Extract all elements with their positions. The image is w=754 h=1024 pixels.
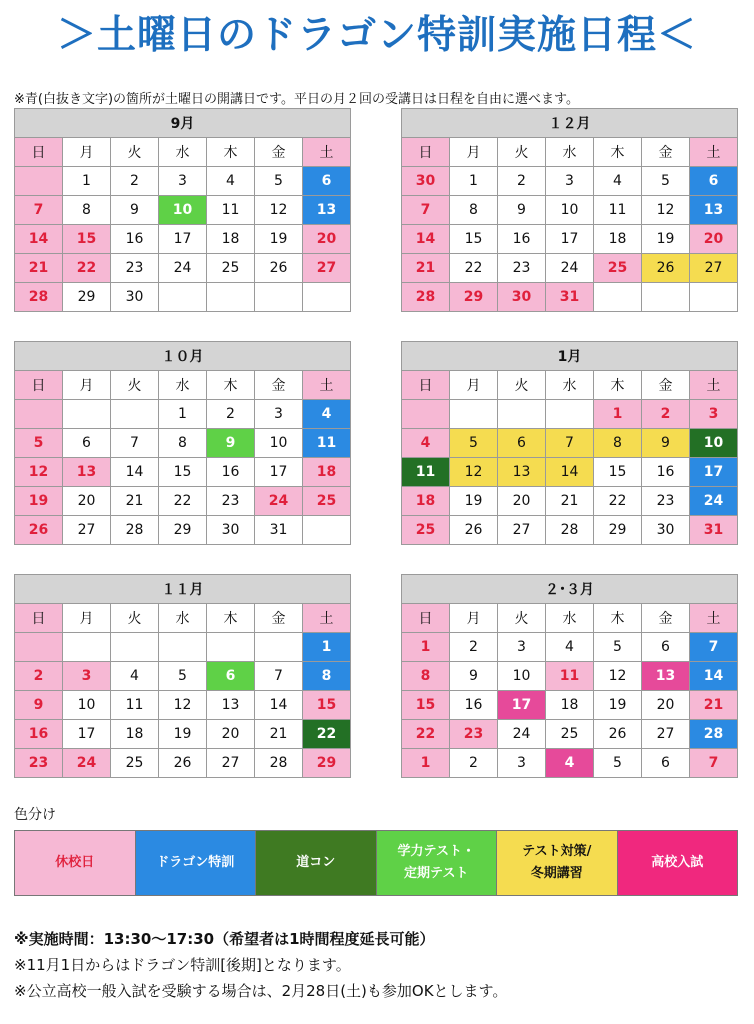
day-cell: 4 (546, 749, 594, 778)
day-cell: 12 (594, 662, 642, 691)
day-cell: 31 (690, 516, 738, 545)
footer-note-time: ※実施時間：13:30～17:30（希望者は1時間程度延長可能） (14, 930, 435, 948)
day-cell: 14 (546, 458, 594, 487)
day-cell: 1 (450, 167, 498, 196)
day-cell: 25 (111, 749, 159, 778)
day-cell (15, 633, 63, 662)
weekday-header: 金 (642, 371, 690, 400)
weekday-header: 木 (594, 138, 642, 167)
day-cell: 14 (15, 225, 63, 254)
day-cell: 21 (690, 691, 738, 720)
day-cell (303, 516, 351, 545)
weekday-header: 日 (15, 604, 63, 633)
weekday-header: 日 (402, 604, 450, 633)
weekday-header: 火 (111, 138, 159, 167)
month-calendar (401, 341, 738, 545)
weekday-header: 水 (159, 371, 207, 400)
day-cell: 9 (498, 196, 546, 225)
day-cell: 28 (15, 283, 63, 312)
weekday-header: 水 (546, 604, 594, 633)
day-cell: 8 (63, 196, 111, 225)
day-cell: 11 (111, 691, 159, 720)
day-cell: 1 (63, 167, 111, 196)
day-cell: 13 (207, 691, 255, 720)
day-cell: 7 (15, 196, 63, 225)
day-cell: 16 (498, 225, 546, 254)
day-cell: 20 (642, 691, 690, 720)
day-cell: 6 (63, 429, 111, 458)
day-cell: 20 (498, 487, 546, 516)
day-cell: 3 (63, 662, 111, 691)
footer-note-period: ※11月1日からはドラゴン特訓[後期]となります。 (14, 956, 351, 974)
day-cell: 17 (63, 720, 111, 749)
day-cell: 29 (594, 516, 642, 545)
day-cell: 7 (255, 662, 303, 691)
day-cell: 8 (303, 662, 351, 691)
day-cell: 9 (450, 662, 498, 691)
day-cell: 2 (450, 749, 498, 778)
day-cell: 29 (63, 283, 111, 312)
day-cell: 17 (690, 458, 738, 487)
day-cell: 17 (498, 691, 546, 720)
day-cell: 12 (642, 196, 690, 225)
day-cell (207, 633, 255, 662)
day-cell: 13 (642, 662, 690, 691)
footer-note-exam: ※公立高校一般入試を受験する場合は、2月28日(土)も参加OKとします。 (14, 982, 508, 1000)
day-cell: 3 (255, 400, 303, 429)
day-cell: 3 (498, 633, 546, 662)
day-cell: 26 (255, 254, 303, 283)
day-cell: 18 (207, 225, 255, 254)
day-cell: 28 (111, 516, 159, 545)
weekday-header: 水 (159, 138, 207, 167)
day-cell: 13 (690, 196, 738, 225)
day-cell: 30 (207, 516, 255, 545)
day-cell: 3 (498, 749, 546, 778)
day-cell: 27 (303, 254, 351, 283)
day-cell (498, 400, 546, 429)
day-cell: 5 (159, 662, 207, 691)
weekday-header: 月 (450, 371, 498, 400)
day-cell: 7 (402, 196, 450, 225)
color-legend (14, 830, 738, 896)
day-cell (690, 283, 738, 312)
weekday-header: 土 (690, 371, 738, 400)
day-cell: 21 (15, 254, 63, 283)
day-cell: 20 (207, 720, 255, 749)
day-cell: 1 (594, 400, 642, 429)
day-cell: 26 (642, 254, 690, 283)
month-title: １０月 (15, 342, 351, 371)
weekday-header: 木 (207, 604, 255, 633)
day-cell: 28 (255, 749, 303, 778)
day-cell: 26 (450, 516, 498, 545)
day-cell (402, 400, 450, 429)
day-cell: 5 (594, 633, 642, 662)
day-cell: 22 (594, 487, 642, 516)
legend-item-kyuko: 休校日 (15, 831, 136, 895)
day-cell: 10 (690, 429, 738, 458)
day-cell: 1 (303, 633, 351, 662)
day-cell: 4 (303, 400, 351, 429)
day-cell: 27 (63, 516, 111, 545)
day-cell: 2 (450, 633, 498, 662)
day-cell: 17 (255, 458, 303, 487)
day-cell: 16 (450, 691, 498, 720)
day-cell: 23 (498, 254, 546, 283)
weekday-header: 土 (303, 371, 351, 400)
day-cell: 7 (690, 633, 738, 662)
day-cell: 12 (450, 458, 498, 487)
day-cell: 13 (303, 196, 351, 225)
day-cell (111, 633, 159, 662)
day-cell: 2 (642, 400, 690, 429)
legend-item-test: テスト対策/ 冬期講習 (497, 831, 618, 895)
day-cell: 18 (546, 691, 594, 720)
day-cell: 11 (594, 196, 642, 225)
legend-item-dokon: 道コン (256, 831, 377, 895)
day-cell: 14 (111, 458, 159, 487)
day-cell (15, 400, 63, 429)
day-cell: 17 (159, 225, 207, 254)
day-cell: 21 (402, 254, 450, 283)
day-cell: 25 (207, 254, 255, 283)
day-cell: 5 (450, 429, 498, 458)
day-cell: 13 (63, 458, 111, 487)
day-cell: 27 (642, 720, 690, 749)
day-cell: 23 (207, 487, 255, 516)
day-cell: 10 (159, 196, 207, 225)
day-cell: 23 (450, 720, 498, 749)
weekday-header: 木 (594, 604, 642, 633)
day-cell: 30 (498, 283, 546, 312)
day-cell: 20 (303, 225, 351, 254)
month-title: １１月 (15, 575, 351, 604)
day-cell: 25 (402, 516, 450, 545)
day-cell: 3 (690, 400, 738, 429)
day-cell: 25 (546, 720, 594, 749)
day-cell: 8 (159, 429, 207, 458)
day-cell: 4 (546, 633, 594, 662)
day-cell: 22 (63, 254, 111, 283)
day-cell (303, 283, 351, 312)
day-cell: 31 (546, 283, 594, 312)
footer-notes (14, 926, 507, 1004)
day-cell: 18 (594, 225, 642, 254)
weekday-header: 土 (690, 604, 738, 633)
month-calendar (14, 574, 351, 778)
day-cell: 23 (111, 254, 159, 283)
weekday-header: 日 (15, 138, 63, 167)
month-title: 1月 (402, 342, 738, 371)
day-cell: 16 (207, 458, 255, 487)
day-cell: 2 (15, 662, 63, 691)
day-cell: 19 (255, 225, 303, 254)
day-cell: 10 (63, 691, 111, 720)
weekday-header: 木 (594, 371, 642, 400)
day-cell: 24 (255, 487, 303, 516)
day-cell (63, 633, 111, 662)
day-cell: 2 (498, 167, 546, 196)
day-cell: 6 (498, 429, 546, 458)
day-cell: 30 (642, 516, 690, 545)
day-cell: 24 (498, 720, 546, 749)
day-cell: 2 (111, 167, 159, 196)
day-cell: 19 (15, 487, 63, 516)
day-cell: 20 (690, 225, 738, 254)
day-cell: 19 (159, 720, 207, 749)
day-cell: 19 (594, 691, 642, 720)
day-cell (255, 633, 303, 662)
day-cell: 2 (207, 400, 255, 429)
day-cell: 24 (159, 254, 207, 283)
day-cell: 14 (690, 662, 738, 691)
day-cell (594, 283, 642, 312)
day-cell: 19 (450, 487, 498, 516)
day-cell: 21 (111, 487, 159, 516)
weekday-header: 水 (546, 371, 594, 400)
day-cell: 7 (111, 429, 159, 458)
weekday-header: 木 (207, 371, 255, 400)
day-cell: 6 (690, 167, 738, 196)
day-cell: 15 (303, 691, 351, 720)
weekday-header: 金 (255, 604, 303, 633)
day-cell: 14 (402, 225, 450, 254)
page-title: ＞土曜日のドラゴン特訓実施日程＜ (56, 13, 697, 58)
day-cell: 17 (546, 225, 594, 254)
weekday-header: 火 (111, 371, 159, 400)
day-cell: 6 (642, 749, 690, 778)
day-cell: 5 (255, 167, 303, 196)
day-cell: 19 (642, 225, 690, 254)
day-cell: 23 (15, 749, 63, 778)
day-cell: 26 (594, 720, 642, 749)
day-cell (255, 283, 303, 312)
day-cell: 29 (303, 749, 351, 778)
day-cell: 5 (594, 749, 642, 778)
day-cell: 1 (402, 633, 450, 662)
day-cell: 4 (207, 167, 255, 196)
day-cell: 9 (207, 429, 255, 458)
day-cell: 16 (642, 458, 690, 487)
day-cell: 9 (111, 196, 159, 225)
day-cell (546, 400, 594, 429)
legend-item-gakuryoku: 学力テスト・ 定期テスト (377, 831, 498, 895)
day-cell: 25 (594, 254, 642, 283)
day-cell: 8 (402, 662, 450, 691)
day-cell: 1 (159, 400, 207, 429)
day-cell: 15 (63, 225, 111, 254)
weekday-header: 月 (450, 138, 498, 167)
day-cell: 8 (450, 196, 498, 225)
day-cell: 5 (642, 167, 690, 196)
day-cell (63, 400, 111, 429)
day-cell: 6 (303, 167, 351, 196)
day-cell: 12 (255, 196, 303, 225)
weekday-header: 木 (207, 138, 255, 167)
day-cell: 24 (546, 254, 594, 283)
day-cell: 27 (690, 254, 738, 283)
weekday-header: 金 (255, 371, 303, 400)
day-cell: 26 (15, 516, 63, 545)
day-cell: 11 (546, 662, 594, 691)
day-cell: 27 (498, 516, 546, 545)
day-cell: 1 (402, 749, 450, 778)
day-cell: 3 (159, 167, 207, 196)
day-cell: 21 (255, 720, 303, 749)
day-cell: 8 (594, 429, 642, 458)
day-cell: 16 (15, 720, 63, 749)
day-cell: 31 (255, 516, 303, 545)
day-cell: 22 (303, 720, 351, 749)
day-cell: 11 (402, 458, 450, 487)
weekday-header: 土 (303, 604, 351, 633)
month-title: ２･３月 (402, 575, 738, 604)
weekday-header: 金 (642, 604, 690, 633)
day-cell: 11 (207, 196, 255, 225)
day-cell: 25 (303, 487, 351, 516)
day-cell (159, 633, 207, 662)
day-cell: 12 (15, 458, 63, 487)
day-cell: 3 (546, 167, 594, 196)
day-cell: 16 (111, 225, 159, 254)
day-cell: 14 (255, 691, 303, 720)
day-cell (450, 400, 498, 429)
day-cell (111, 400, 159, 429)
month-calendar (401, 574, 738, 778)
day-cell: 4 (402, 429, 450, 458)
day-cell: 29 (450, 283, 498, 312)
legend-label: 色分け (14, 807, 56, 823)
day-cell: 12 (159, 691, 207, 720)
day-cell (642, 283, 690, 312)
day-cell: 9 (642, 429, 690, 458)
day-cell: 24 (690, 487, 738, 516)
weekday-header: 月 (63, 371, 111, 400)
weekday-header: 月 (63, 138, 111, 167)
day-cell: 18 (111, 720, 159, 749)
weekday-header: 日 (402, 138, 450, 167)
day-cell: 13 (498, 458, 546, 487)
day-cell (15, 167, 63, 196)
weekday-header: 火 (498, 604, 546, 633)
top-note: ※青(白抜き文字)の箇所が土曜日の開講日です。平日の月２回の受講日は日程を自由に選べます。 (14, 92, 579, 107)
day-cell: 28 (546, 516, 594, 545)
month-calendar (14, 108, 351, 312)
day-cell: 11 (303, 429, 351, 458)
day-cell: 10 (498, 662, 546, 691)
weekday-header: 水 (546, 138, 594, 167)
day-cell: 29 (159, 516, 207, 545)
weekday-header: 土 (303, 138, 351, 167)
weekday-header: 月 (63, 604, 111, 633)
day-cell: 4 (111, 662, 159, 691)
month-title: 9月 (15, 109, 351, 138)
weekday-header: 金 (642, 138, 690, 167)
weekday-header: 火 (498, 371, 546, 400)
day-cell (159, 283, 207, 312)
day-cell: 6 (642, 633, 690, 662)
day-cell: 7 (690, 749, 738, 778)
day-cell: 10 (255, 429, 303, 458)
day-cell: 30 (111, 283, 159, 312)
day-cell: 20 (63, 487, 111, 516)
day-cell: 9 (15, 691, 63, 720)
weekday-header: 土 (690, 138, 738, 167)
weekday-header: 火 (498, 138, 546, 167)
day-cell: 21 (546, 487, 594, 516)
month-calendar (401, 108, 738, 312)
day-cell: 26 (159, 749, 207, 778)
weekday-header: 月 (450, 604, 498, 633)
day-cell: 22 (402, 720, 450, 749)
legend-item-koko: 高校入試 (618, 831, 738, 895)
legend-item-dragon: ドラゴン特訓 (136, 831, 257, 895)
weekday-header: 日 (15, 371, 63, 400)
weekday-header: 金 (255, 138, 303, 167)
day-cell (207, 283, 255, 312)
day-cell: 27 (207, 749, 255, 778)
day-cell: 18 (303, 458, 351, 487)
day-cell: 22 (159, 487, 207, 516)
weekday-header: 水 (159, 604, 207, 633)
day-cell: 15 (159, 458, 207, 487)
day-cell: 28 (402, 283, 450, 312)
weekday-header: 火 (111, 604, 159, 633)
day-cell: 23 (642, 487, 690, 516)
day-cell: 18 (402, 487, 450, 516)
day-cell: 15 (594, 458, 642, 487)
day-cell: 6 (207, 662, 255, 691)
day-cell: 30 (402, 167, 450, 196)
day-cell: 22 (450, 254, 498, 283)
month-title: １２月 (402, 109, 738, 138)
day-cell: 4 (594, 167, 642, 196)
day-cell: 28 (690, 720, 738, 749)
day-cell: 15 (402, 691, 450, 720)
weekday-header: 日 (402, 371, 450, 400)
day-cell: 5 (15, 429, 63, 458)
month-calendar (14, 341, 351, 545)
day-cell: 10 (546, 196, 594, 225)
day-cell: 7 (546, 429, 594, 458)
day-cell: 15 (450, 225, 498, 254)
day-cell: 24 (63, 749, 111, 778)
